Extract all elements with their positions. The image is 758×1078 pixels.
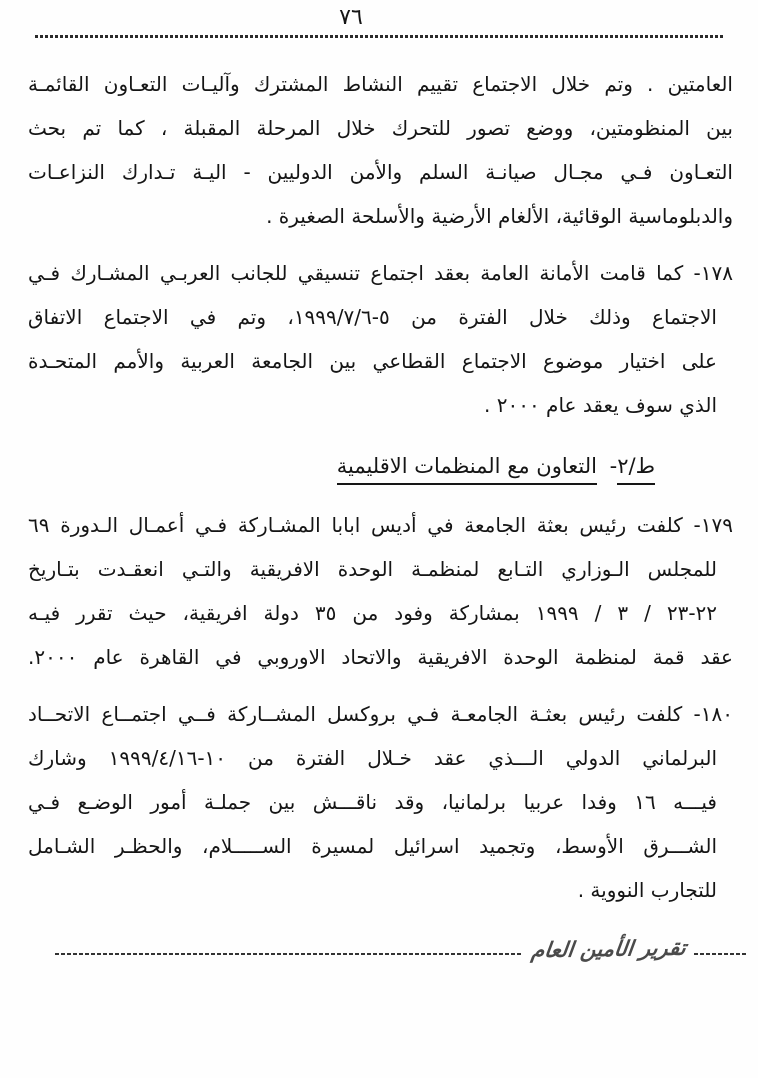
heading-prefix: ط/٢ — [617, 454, 655, 485]
footer-signature: تقرير الأمين العام — [529, 935, 688, 963]
text-line: العامتين . وتم خلال الاجتماع تقييم النشاط المشترك وآليـات التعـاون القائمـة — [28, 72, 733, 96]
page-content — [0, 38, 758, 912]
paragraph-continuation — [28, 62, 733, 238]
text-line: الاجتماع وذلك خلال الفترة من ٥-١٩٩٩/٧/٦، وتم في الاجتماع الاتفاق — [28, 305, 717, 329]
text-line: بين المنظومتين، ووضع تصور للتحرك خلال المرحلة المقبلة ، كما تم بحث — [28, 116, 733, 140]
heading-title: التعاون مع المنظمات الاقليمية — [337, 454, 597, 485]
text-line: الذي سوف يعقد عام ٢٠٠٠ . — [484, 393, 717, 417]
text-line: التعـاون فـي مجـال صيانـة السلم والأمن الدوليين - اليـة تـدارك النزاعـات — [28, 160, 733, 184]
text-line: والدبلوماسية الوقائية، الألغام الأرضية والأسلحة الصغيرة . — [266, 204, 733, 228]
footer-dash — [694, 953, 748, 955]
text-line: الشـــرق الأوسط، وتجميد اسرائيل لمسيرة الســـــلام، والحظـر الشـامل — [28, 834, 717, 858]
text-line: فيـــه ١٦ وفدا عربيا برلمانيا، وقد ناقـــش بين جملـة أمور الوضـع فـي — [28, 790, 717, 814]
paragraph-178 — [28, 251, 733, 427]
text-line: ١٧٩- كلفت رئيس بعثة الجامعة في أديس ابابا المشـاركة فـي أعمـال الـدورة ٦٩ — [28, 513, 733, 537]
footer-rule — [55, 953, 522, 955]
text-line: للتجارب النووية . — [577, 878, 717, 902]
text-line: ٢٢-٢٣ / ٣ / ١٩٩٩ بمشاركة وفود من ٣٥ دولة افريقية، حيث تقرر فيـه — [28, 601, 718, 625]
heading-separator: - — [609, 454, 618, 478]
text-line: ١٨٠- كلفت رئيس بعثـة الجامعـة فـي بروكسل المشــاركة فــي اجتمــاع الاتحــاد — [28, 702, 733, 726]
text-line: عقد قمة لمنظمة الوحدة الافريقية والاتحاد الاوروبي في القاهرة عام ٢٠٠٠. — [28, 645, 733, 669]
text-line: ١٧٨- كما قامت الأمانة العامة بعقد اجتماع تنسيقي للجانب العربـي المشـارك فـي — [28, 261, 733, 285]
text-line: على اختيار موضوع الاجتماع القطاعي بين الجامعة العربية والأمم المتحـدة — [28, 349, 717, 373]
text-line: البرلماني الدولي الـــذي عقد خـلال الفترة من ١٠-١٩٩٩/٤/١٦ وشارك — [28, 746, 717, 770]
page-number: ٧٦ — [339, 5, 363, 30]
paragraph-180 — [28, 692, 733, 912]
paragraph-179 — [28, 503, 733, 679]
page-footer — [55, 928, 748, 980]
text-line: للمجلس الـوزاري التـابع لمنظمـة الوحدة الافريقية والتـي انعقـدت بتـاريخ — [28, 557, 717, 581]
section-heading — [28, 449, 655, 483]
